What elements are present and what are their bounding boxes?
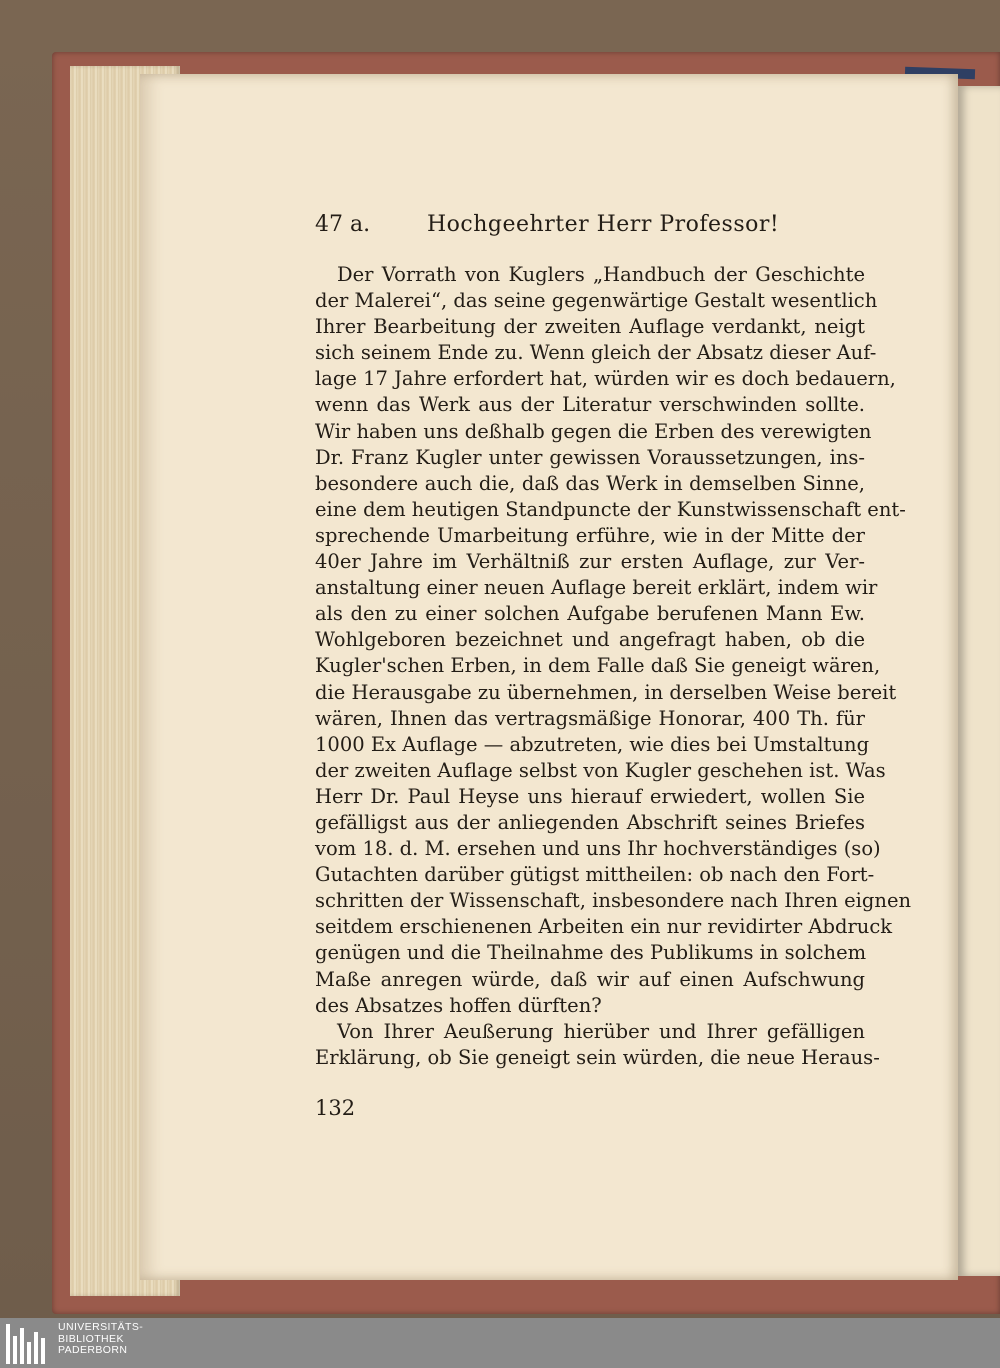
text-line: anstaltung einer neuen Auflage bereit erklärt, indem wir [315,576,878,600]
text-line: wenn das Werk aus der Literatur verschwinden sollte. [315,393,865,417]
text-line: Der Vorrath von Kuglers „Handbuch der Geschichte [337,263,865,286]
text-line: gefälligst aus der anliegenden Abschrift seines Briefes [315,810,865,834]
text-line: des Absatzes hoffen dürften? [315,993,602,1017]
letter-number: 47 a. [315,212,371,237]
library-name-line: UNIVERSITÄTS- [58,1321,144,1333]
text-line: 40er Jahre im Verhältniß zur ersten Auflage, zur Ver- [315,550,865,574]
text-line: lage 17 Jahre erfordert hat, würden wir es doch bedauern, [315,367,896,391]
text-line: sich seinem Ende zu. Wenn gleich der Absatz dieser Auf- [315,341,877,365]
text-line: Gutachten darüber gütigst mittheilen: ob nach den Fort- [315,863,875,887]
text-line: wären, Ihnen das vertragsmäßige Honorar, 400 Th. für [315,706,865,730]
text-line: als den zu einer solchen Aufgabe berufenen Mann Ew. [315,602,865,626]
text-line: vom 18. d. M. ersehen und uns Ihr hochverständiges (so) [315,837,881,861]
text-line: 1000 Ex Auflage — abzutreten, wie dies bei Umstaltung [315,732,870,756]
library-logo-icon [6,1324,52,1364]
text-line: Erklärung, ob Sie geneigt sein würden, die neue Heraus- [315,1045,880,1069]
text-line: Dr. Franz Kugler unter gewissen Voraussetzungen, ins- [315,445,865,469]
text-line: Maße anregen würde, daß wir auf einen Aufschwung [315,967,865,991]
body-text [315,262,912,1071]
salutation: Hochgeehrter Herr Professor! [427,212,780,237]
text-line: der zweiten Auflage selbst von Kugler geschehen ist. Was [315,758,886,782]
text-line: sprechende Umarbeitung erführe, wie in der Mitte der [315,523,865,547]
letter-heading [315,212,875,248]
library-name [58,1322,143,1357]
text-line: der Malerei“, das seine gegenwärtige Gestalt wesentlich [315,289,878,313]
text-line: Von Ihrer Aeußerung hierüber und Ihrer gefälligen [337,1019,865,1043]
library-name-line: PADERBORN [58,1344,128,1356]
text-line: die Herausgabe zu übernehmen, in derselben Weise bereit [315,680,897,704]
text-line: Wohlgeboren bezeichnet und angefragt haben, ob die [315,628,865,652]
text-line: besondere auch die, daß das Werk in demselben Sinne, [315,471,865,495]
text-line: schritten der Wissenschaft, insbesondere nach Ihren eignen [315,889,912,913]
library-footer [0,1318,1000,1368]
text-line: genügen und die Theilnahme des Publikums in solchem [315,941,867,965]
text-line: seitdem erschienenen Arbeiten ein nur revidirter Abdruck [315,915,893,939]
library-name-line: BIBLIOTHEK [58,1332,124,1345]
text-line: Wir haben uns deßhalb gegen die Erben des verewigten [315,419,872,443]
page-number: 132 [315,1096,356,1120]
text-line: eine dem heutigen Standpuncte der Kunstwissenschaft ent- [315,497,906,521]
text-line: Ihrer Bearbeitung der zweiten Auflage verdankt, neigt [315,315,865,339]
text-line: Herr Dr. Paul Heyse uns hierauf erwiedert, wollen Sie [315,784,865,808]
text-line: Kugler'schen Erben, in dem Falle daß Sie geneigt wären, [315,654,881,678]
facing-page-edge [958,86,1000,1276]
